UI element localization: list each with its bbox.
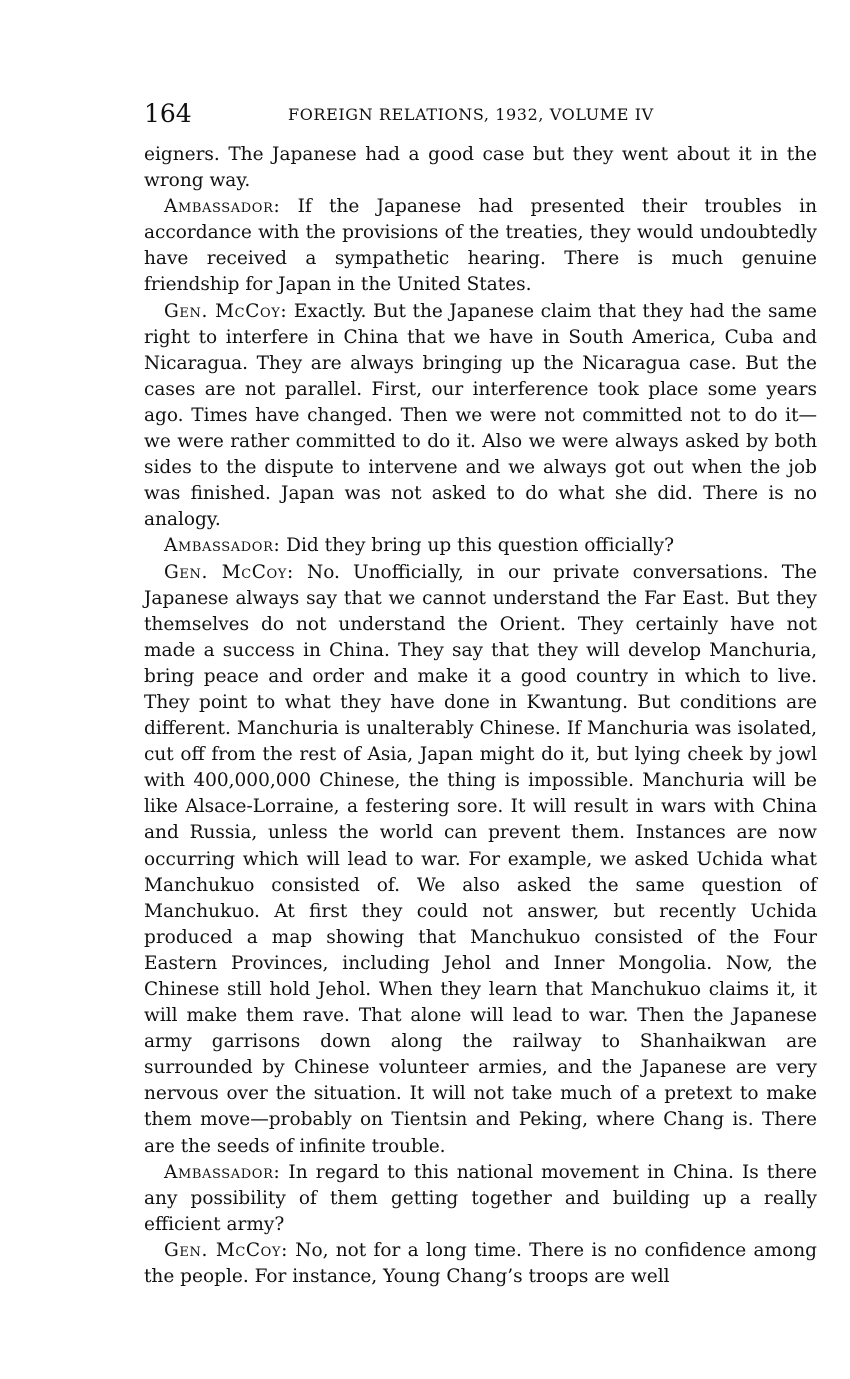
- paragraph-text: If the Japanese had presented their troubles in accordance with the provisions of the treaties, they would undoubtedly have received a sympathetic hearing. There is much genuine friendship for Japan in the United States.: [144, 196, 817, 296]
- speaker-label: Gen. McCoy:: [164, 1239, 288, 1261]
- speaker-label: Ambassador:: [164, 196, 281, 218]
- running-head: FOREIGN RELATIONS, 1932, VOLUME IV: [288, 105, 654, 124]
- paragraph-text: No, not for a long time. There is no confidence among the people. For instance, Young Chang’s troops are well: [144, 1239, 818, 1288]
- paragraph-text: In regard to this national movement in China. Is there any possibility of them getting together and building up a really efficient army?: [144, 1161, 817, 1235]
- paragraph: [144, 1238, 817, 1290]
- paragraph: [144, 142, 817, 194]
- speaker-label: Gen. McCoy:: [164, 561, 294, 583]
- page-number: 164: [144, 99, 192, 128]
- paragraph-text: eigners. The Japanese had a good case but they went about it in the wrong way.: [144, 144, 817, 192]
- paragraph: [144, 533, 817, 559]
- paragraph: [144, 1160, 817, 1238]
- page-header: [144, 98, 817, 130]
- paragraph: [144, 560, 817, 1160]
- document-body: [144, 142, 817, 1290]
- paragraph: [144, 194, 817, 298]
- paragraph-text: Exactly. But the Japanese claim that they had the same right to interfere in China that we have in South America, Cuba and Nicaragua. They are always bringing up the Nicaragua case. But the cases are not parallel. First, our interference took place some years ago. Times have changed. Then we were not committed not to do it—we were rather committed to do it. Also we were always asked by both sides to the dispute to intervene and we always got out when the job was finished. Japan was not asked to do what she did. There is no analogy.: [144, 300, 817, 531]
- speaker-label: Gen. McCoy:: [164, 300, 288, 322]
- speaker-label: Ambassador:: [164, 535, 281, 557]
- speaker-label: Ambassador:: [164, 1161, 281, 1183]
- paragraph-text: No. Unofficially, in our private conversations. The Japanese always say that we cannot understand the Far East. But they themselves do not understand the Orient. They certainly have not made a success in China. They say that they will develop Manchuria, bring peace and order and make it a good country in which to live. They point to what they have done in Kwantung. But conditions are different. Manchuria is unalterably Chinese. If Manchuria was isolated, cut off from the rest of Asia, Japan might do it, but lying cheek by jowl with 400,000,000 Chinese, the thing is impossible. Manchuria will be like Alsace-Lorraine, a festering sore. It will result in wars with China and Russia, unless the world can prevent them. Instances are now occurring which will lead to war. For example, we asked Uchida what Manchukuo consisted of. We also asked the same question of Manchukuo. At first they could not answer, but recently Uchida produced a map showing that Manchukuo consisted of the Four Eastern Provinces, including Jehol and Inner Mongolia. Now, the Chinese still hold Jehol. When they learn that Manchukuo claims it, it will make them rave. That alone will lead to war. Then the Japanese army garrisons down along the railway to Shanhaikwan are surrounded by Chinese volunteer armies, and the Japanese are very nervous over the situation. It will not take much of a pretext to make them move—probably on Tientsin and Peking, where Chang is. There are the seeds of infinite trouble.: [144, 561, 817, 1157]
- paragraph-text: Did they bring up this question officially?: [280, 535, 674, 557]
- paragraph: [144, 299, 817, 534]
